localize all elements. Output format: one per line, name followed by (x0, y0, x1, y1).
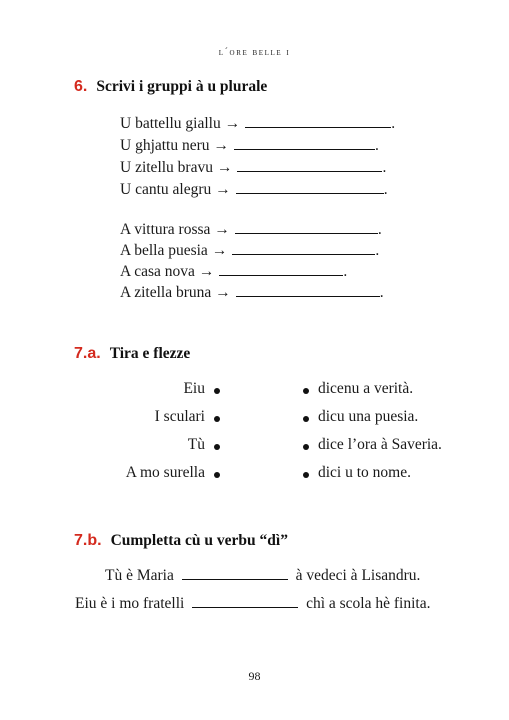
phrase: A bella puesia (120, 242, 208, 259)
right-bullet-dot[interactable] (303, 416, 309, 422)
running-head: l´ore belle i (218, 47, 291, 58)
exercise-number: 6. (74, 78, 88, 95)
exercise-6-title (74, 78, 267, 96)
period: . (391, 115, 396, 132)
sentence-end: à vedeci à Lisandru. (295, 567, 421, 584)
period: . (379, 284, 384, 301)
answer-blank[interactable] (237, 158, 382, 172)
left-bullet-dot[interactable] (214, 444, 220, 450)
phrase: U ghjattu neru (120, 137, 210, 154)
sentence-start: Tù è Maria (105, 567, 174, 584)
match-right-item: dice l’ora à Saveria. (318, 436, 442, 453)
arrow-icon: → (198, 263, 215, 280)
answer-blank[interactable] (236, 180, 384, 194)
plural-item (120, 136, 379, 155)
plural-item (120, 180, 388, 199)
sentence-end: chì a scola hè finita. (306, 595, 431, 612)
exercise-instruction: Cumpletta cù u verbu “dì” (110, 532, 288, 549)
completion-sentence (75, 594, 430, 613)
match-right-item: dicu una puesia. (318, 408, 419, 425)
verb-blank[interactable] (192, 594, 298, 608)
period: . (377, 221, 382, 238)
arrow-icon: → (214, 221, 230, 238)
phrase: U cantu alegru (120, 181, 212, 198)
phrase: U zitellu bravu (120, 159, 213, 176)
arrow-icon: → (215, 284, 231, 301)
left-bullet-dot[interactable] (214, 472, 220, 478)
answer-blank[interactable] (219, 262, 343, 276)
right-bullet-dot[interactable] (303, 472, 309, 478)
exercise-number: 7.a. (74, 345, 101, 362)
period: . (382, 159, 387, 176)
sentence-start: Eiu è i mo fratelli (75, 595, 185, 612)
arrow-icon: → (216, 159, 233, 176)
plural-item (120, 241, 379, 260)
phrase: A casa nova (120, 263, 195, 280)
answer-blank[interactable] (235, 220, 378, 234)
right-bullet-dot[interactable] (303, 444, 309, 450)
exercise-7b-title (74, 532, 288, 550)
plural-item (120, 220, 382, 239)
period: . (375, 137, 379, 154)
right-bullet-dot[interactable] (303, 388, 309, 394)
completion-sentence (105, 566, 420, 585)
left-bullet-dot[interactable] (214, 388, 220, 394)
plural-item (120, 114, 395, 133)
phrase: A vittura rossa (120, 221, 211, 238)
phrase: A zitella bruna (120, 284, 212, 301)
period: . (343, 263, 348, 280)
match-left-item: A mo surella (125, 464, 205, 481)
match-left-item: Tù (187, 436, 205, 453)
arrow-icon: → (211, 242, 228, 259)
plural-item (120, 262, 347, 281)
verb-blank[interactable] (182, 566, 288, 580)
match-left-item: Eiu (183, 380, 205, 397)
exercise-number: 7.b. (74, 532, 102, 549)
plural-item (120, 283, 384, 302)
page-number: 98 (248, 669, 261, 683)
arrow-icon: → (215, 181, 231, 198)
period: . (375, 242, 380, 259)
exercise-instruction: Scrivi i gruppi à u plurale (96, 78, 268, 95)
exercise-7a-title (74, 345, 190, 363)
phrase: U battellu giallu (120, 115, 221, 132)
answer-blank[interactable] (245, 114, 391, 128)
period: . (383, 181, 388, 198)
match-left-item: I sculari (154, 408, 205, 425)
match-right-item: dici u to nome. (318, 464, 411, 481)
answer-blank[interactable] (232, 241, 375, 255)
exercise-instruction: Tira e flezze (109, 345, 191, 362)
arrow-icon: → (213, 137, 230, 154)
left-bullet-dot[interactable] (214, 416, 220, 422)
plural-item (120, 158, 386, 177)
arrow-icon: → (224, 115, 241, 132)
match-right-item: dicenu a verità. (318, 380, 414, 397)
answer-blank[interactable] (234, 136, 375, 150)
answer-blank[interactable] (236, 283, 380, 297)
